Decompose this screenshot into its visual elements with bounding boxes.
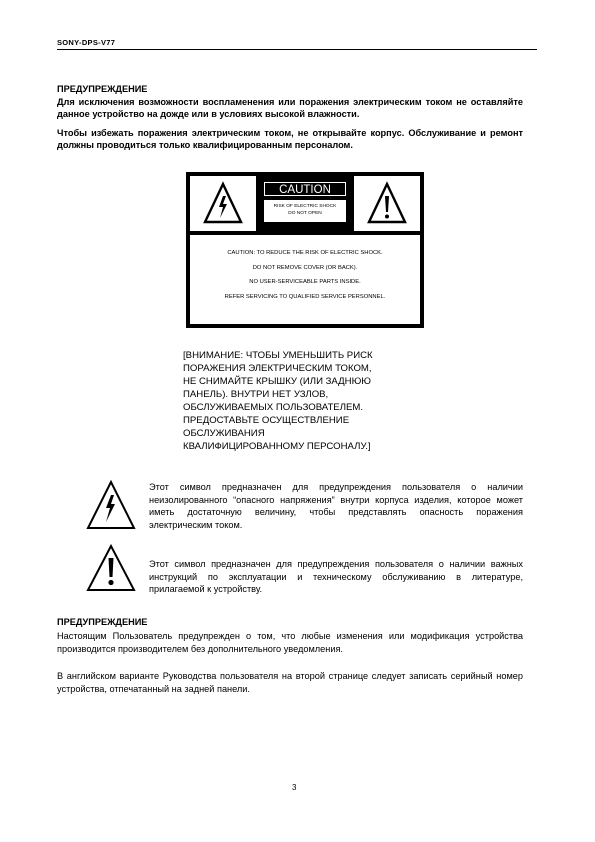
- page-number: 3: [292, 783, 297, 792]
- translation-line: КВАЛИФИЦИРОВАННОМУ ПЕРСОНАЛУ.]: [183, 441, 371, 452]
- risk-line: RISK OF ELECTRIC SHOCK: [273, 204, 337, 209]
- do-not-open-line: DO NOT OPEN: [288, 211, 322, 216]
- translation-line: ОБСЛУЖИВАНИЯ: [183, 428, 265, 439]
- warning-paragraph-do-not-open: Чтобы избежать поражения электрическим током, не открывайте корпус. Обслуживание и ремонт должны проводиться только квалифицированным персоналом.: [57, 128, 523, 150]
- label-line: CAUTION: TO REDUCE THE RISK OF ELECTRIC SHOCK.: [227, 250, 383, 256]
- warning-title: ПРЕДУПРЕЖДЕНИЕ: [57, 84, 148, 94]
- serial-number-paragraph: В английском варианте Руководства пользователя на второй странице следует записать серийный номер устройства, отпечатанный на задней панели.: [57, 671, 523, 694]
- lightning-triangle-icon: [86, 479, 136, 536]
- translation-line: ОБСЛУЖИВАЕМЫХ ПОЛЬЗОВАТЕЛЕМ.: [183, 402, 364, 413]
- header-rule: [57, 49, 537, 50]
- translation-line: [ВНИМАНИЕ: ЧТОБЫ УМЕНЬШИТЬ РИСК: [183, 350, 373, 361]
- caution-heading: CAUTION: [264, 182, 346, 196]
- translation-line: ПОРАЖЕНИЯ ЭЛЕКТРИЧЕСКИМ ТОКОМ,: [183, 363, 372, 374]
- lightning-symbol-description: Этот символ предназначен для предупреждения пользователя о наличии неизолированного “опасного напряжения” внутри корпуса изделия, которое может иметь достаточную величину, чтобы представлять опасность поражения электрическим током.: [149, 482, 523, 530]
- caution-label: [186, 172, 424, 328]
- exclamation-symbol-description: Этот символ предназначен для предупреждения пользователя о наличии важных инструкций по эксплуатации и техническому обслуживанию в литературе, прилагаемой к устройству.: [149, 559, 523, 595]
- warning-paragraph-moisture: Для исключения возможности воспламенения или поражения электрическим током не оставляйте данное устройство на дожде или в условиях высокой влажности.: [57, 97, 523, 119]
- warning-title: ПРЕДУПРЕЖДЕНИЕ: [57, 617, 148, 627]
- modification-warning-paragraph: Настоящим Пользователь предупрежден о том, что любые изменения или модификация устройства производится производителем без дополнительного уведомления.: [57, 631, 523, 654]
- risk-of-shock-box: [264, 200, 346, 222]
- label-line: DO NOT REMOVE COVER (OR BACK).: [252, 264, 358, 271]
- russian-caution-translation: [183, 349, 413, 453]
- lightning-triangle-icon: [190, 176, 256, 231]
- label-lightning-panel: [190, 176, 256, 231]
- label-caution-panel: [260, 176, 350, 231]
- document-header: SONY-DPS-V77: [57, 38, 116, 47]
- translation-line: НЕ СНИМАЙТЕ КРЫШКУ (ИЛИ ЗАДНЮЮ: [183, 376, 371, 387]
- translation-line: ПРЕДОСТАВЬТЕ ОСУЩЕСТВЛЕНИЕ: [183, 415, 350, 426]
- translation-line: ПАНЕЛЬ). ВНУТРИ НЕТ УЗЛОВ,: [183, 389, 329, 400]
- label-instructions: [190, 235, 420, 324]
- exclamation-triangle-icon: [354, 176, 420, 231]
- label-exclamation-panel: [354, 176, 420, 231]
- label-line: NO USER-SERVICEABLE PARTS INSIDE.: [249, 279, 361, 285]
- exclamation-triangle-icon: [86, 543, 136, 598]
- label-line: REFER SERVICING TO QUALIFIED SERVICE PERSONNEL.: [224, 293, 386, 300]
